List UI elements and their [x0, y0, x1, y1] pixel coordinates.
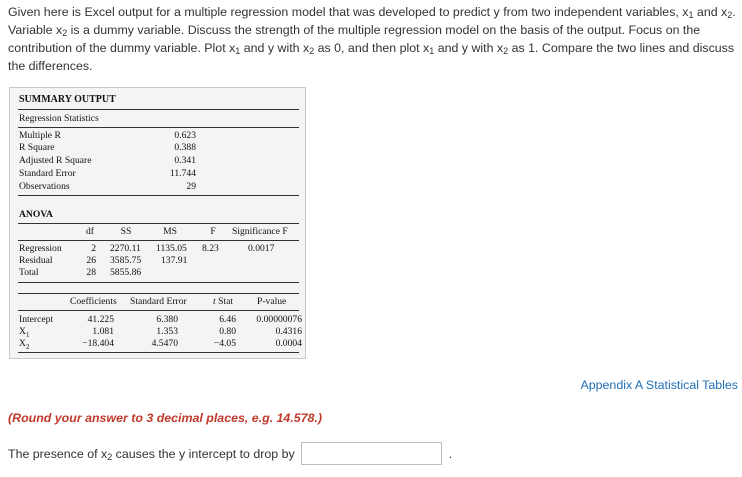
divider: [18, 240, 299, 241]
regstats-label: Observations: [19, 181, 70, 192]
divider: [18, 282, 299, 283]
coef-value: 1.081: [92, 326, 114, 337]
answer-row: [8, 441, 452, 466]
divider: [18, 310, 299, 311]
coef-value: −18.404: [82, 338, 114, 349]
excel-output-image: [9, 87, 306, 359]
anova-sig: 0.0017: [248, 243, 275, 254]
pvalue-value: 0.0004: [275, 338, 302, 349]
tstat-value: −4.05: [213, 338, 236, 349]
anova-label: Regression: [19, 243, 62, 254]
pvalue-value: 0.4316: [275, 326, 302, 337]
anova-header-ss: SS: [120, 226, 132, 237]
pvalue-value: 0.00000076: [256, 314, 302, 325]
anova-header-sig: Significance F: [232, 226, 288, 237]
se-value: 4.5470: [151, 338, 178, 349]
answer-prompt: The presence of $x_2$ causes the y intercept to drop by: [8, 446, 295, 462]
anova-df: 26: [86, 255, 96, 266]
coef-value: 41.225: [87, 314, 114, 325]
pvalue-header: P-value: [257, 296, 287, 307]
anova-ss: 5855.86: [110, 267, 142, 278]
appendix-link[interactable]: Appendix A Statistical Tables: [580, 378, 738, 392]
anova-df: 2: [91, 243, 96, 254]
tstat-header: t Stat: [213, 296, 233, 307]
regstats-value: 11.744: [169, 168, 196, 179]
anova-df: 28: [86, 267, 96, 278]
coef-label: Intercept: [19, 314, 54, 325]
question-text: Given here is Excel output for a multiple regression model that was developed to predict y from two independent variables, $x_1$ and $x_2$. Variable $x_2$ is a dummy variable. Discuss the strength of the multiple regression model on the basis of the output. Focus on the contribution of the dummy variable. Plot $x_1$ and y with $x_2$ as 0, and then plot $x_1$ and y with $x_2$ as 1. Compare the two lines and discuss the differences.: [8, 5, 736, 73]
anova-header-df: df: [86, 226, 94, 237]
regstats-label: Standard Error: [19, 168, 76, 179]
divider: [18, 195, 299, 196]
regstats-title: Regression Statistics: [19, 113, 99, 124]
regstats-label: Adjusted R Square: [19, 155, 92, 166]
anova-ss: 3585.75: [110, 255, 142, 266]
anova-header-ms: MS: [163, 226, 177, 237]
regstats-value: 0.388: [174, 142, 196, 153]
divider: [18, 352, 299, 353]
anova-f: 8.23: [202, 243, 219, 254]
regstats-value: 0.341: [174, 155, 196, 166]
coef-header: Coefficients: [70, 296, 117, 307]
se-value: 6.380: [156, 314, 178, 325]
anova-label: Total: [19, 267, 39, 278]
divider: [18, 127, 299, 128]
rounding-instruction: (Round your answer to 3 decimal places, e.g. 14.578.): [8, 411, 323, 425]
answer-input[interactable]: [301, 442, 442, 465]
divider: [18, 109, 299, 110]
anova-ms: 1135.05: [156, 243, 187, 254]
anova-ss: 2270.11: [110, 243, 141, 254]
tstat-value: 0.80: [219, 326, 236, 337]
anova-header-f: F: [210, 226, 216, 237]
anova-label: Residual: [19, 255, 53, 266]
coef-label: $X_1$: [19, 326, 30, 339]
regstats-label: R Square: [19, 142, 55, 153]
regstats-value: 29: [186, 181, 196, 192]
tstat-value: 6.46: [219, 314, 236, 325]
se-value: 1.353: [156, 326, 178, 337]
regstats-value: 0.623: [174, 130, 196, 141]
regstats-label: Multiple R: [19, 130, 61, 141]
answer-period: .: [448, 446, 453, 461]
anova-ms: 137.91: [161, 255, 188, 266]
coef-label: $X_2$: [19, 338, 30, 351]
summary-output-title: SUMMARY OUTPUT: [19, 94, 116, 105]
divider: [18, 223, 299, 224]
divider: [18, 293, 299, 294]
anova-title: ANOVA: [19, 209, 53, 220]
se-header: Standard Error: [130, 296, 187, 307]
